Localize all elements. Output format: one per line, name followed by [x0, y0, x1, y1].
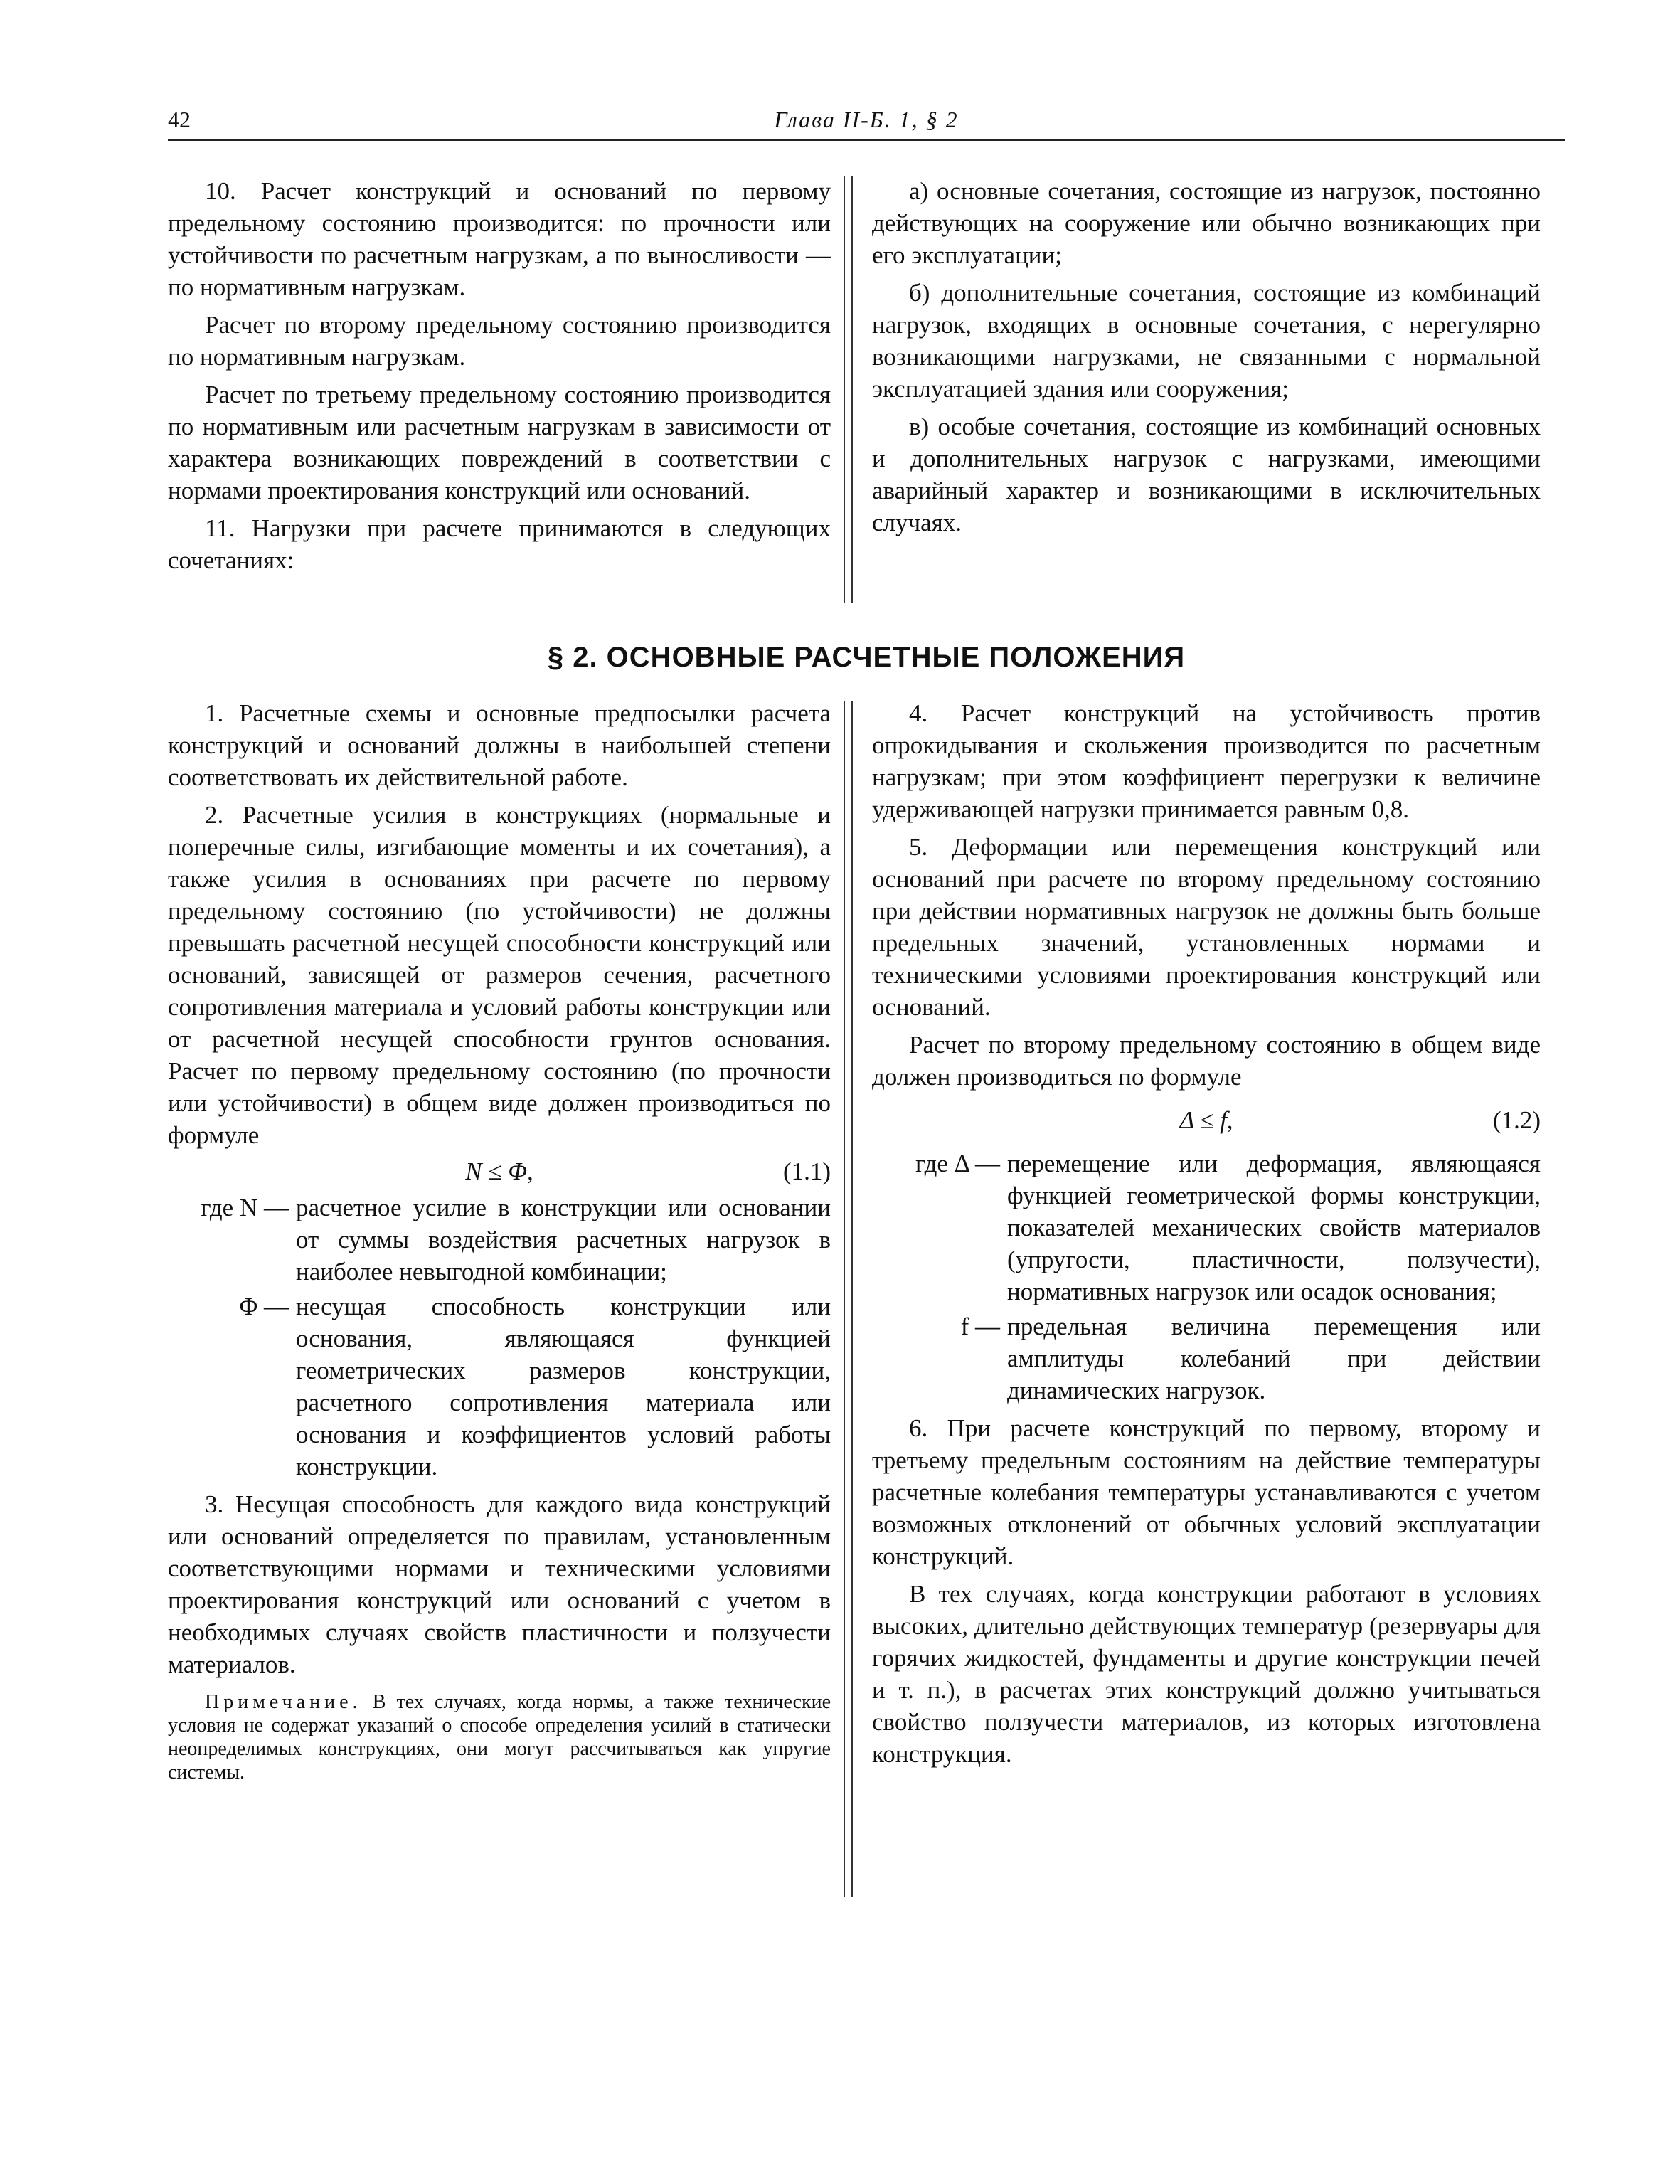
top-right-column	[872, 175, 1541, 539]
formula-expression: N ≤ Φ,	[465, 1157, 533, 1185]
definition-item	[168, 1192, 831, 1288]
paragraph: Расчет по третьему предельному состоянию производится по нормативным или расчетным нагрузкам в зависимости от характера возникающих повреждений в соответствии с нормами проектирования конструкций или оснований.	[168, 381, 831, 504]
paragraph: 2. Расчетные усилия в конструкциях (нормальные и поперечные силы, изгибающие моменты и их сочетания), а также усилия в основаниях при расчете по первому предельному состоянию (по устойчивости) не должны превышать расчетной несущей способности конструкций или оснований, зависящей от размеров сечения, расчетного сопротивления материала и условий работы конструкции или от расчетной несущей способности грунтов основания. Расчет по первому предельному состоянию (по прочности или устойчивости) в общем виде должен производиться по формуле	[168, 801, 831, 1149]
definition-item	[872, 1310, 1541, 1406]
paragraph: 6. При расчете конструкций по первому, второму и третьему предельным состояниям на действие температуры расчетные колебания температуры устанавливаются с учетом возможных отклонений от обычных условий эксплуатации конструкций.	[872, 1414, 1541, 1570]
paragraph: В тех случаях, когда конструкции работают в условиях высоких, длительно действующих температур (резервуары для горячих жидкостей, фундаменты и другие конструкции печей и т. п.), в расчетах этих конструкций должно учитываться свойство ползучести материалов, из которых изготовлена конструкция.	[872, 1580, 1541, 1768]
top-left-column	[168, 175, 831, 576]
paragraph: 10. Расчет конструкций и оснований по первому предельному состоянию производится: по прочности или устойчивости по расчетным нагрузкам, а по выносливости — по нормативным нагрузкам.	[168, 177, 831, 301]
paragraph: а) основные сочетания, состоящие из нагрузок, постоянно действующих на сооружение или обычно возникающих при его эксплуатации;	[872, 177, 1541, 269]
paragraph: 4. Расчет конструкций на устойчивость против опрокидывания и скольжения производится по расчетным нагрузкам; при этом коэффициент перегрузки к величине удерживающей нагрузки принимается равным 0,8.	[872, 699, 1541, 823]
paragraph: 11. Нагрузки при расчете принимаются в следующих сочетаниях:	[168, 514, 831, 574]
formula-1-2	[872, 1104, 1541, 1136]
paragraph: 3. Несущая способность для каждого вида конструкций или оснований определяется по правилам, установленным соответствующими нормами и техническими условиями проектирования конструкций или оснований с учетом в необходимых случаях свойств пластичности и ползучести материалов.	[168, 1490, 831, 1678]
note-label: Примечание.	[205, 1691, 362, 1713]
paragraph: Расчет по второму предельному состоянию производится по нормативным нагрузкам.	[168, 311, 831, 371]
paragraph: в) особые сочетания, состоящие из комбинаций основных и дополнительных нагрузок с нагрузками, имеющими аварийный характер и возникающими в исключительных случаях.	[872, 413, 1541, 536]
definition-text: предельная величина перемещения или амплитуды колебаний при действии динамических нагрузок.	[1007, 1313, 1541, 1404]
page-header	[168, 107, 1565, 141]
definition-item	[168, 1290, 831, 1483]
definition-label: Φ —	[239, 1293, 289, 1320]
formula-1-1	[168, 1155, 831, 1187]
column-divider	[844, 176, 853, 603]
paragraph: б) дополнительные сочетания, состоящие из комбинаций нагрузок, входящих в основные сочетания, с нерегулярно возникающими нагрузками, не связанными с нормальной эксплуатацией здания или сооружения;	[872, 279, 1541, 403]
page-number: 42	[168, 107, 191, 132]
right-column	[872, 697, 1541, 1770]
paragraph: 1. Расчетные схемы и основные предпосылки расчета конструкций и оснований должны в наибольшей степени соответствовать их действительной работе.	[168, 699, 831, 791]
definition-label: f —	[960, 1313, 1000, 1340]
left-column	[168, 697, 831, 1784]
column-divider	[844, 701, 853, 1897]
formula-expression: Δ ≤ f,	[1179, 1106, 1233, 1134]
definition-text: несущая способность конструкции или основания, являющаяся функцией геометрических размеров конструкции, расчетного сопротивления материала или основания и коэффициентов условий работы конструкции.	[296, 1293, 831, 1480]
definition-label: где N —	[201, 1194, 289, 1221]
definition-text: расчетное усилие в конструкции или основании от суммы воздействия расчетных нагрузок в наиболее невыгодной комбинации;	[296, 1194, 831, 1286]
definition-text: перемещение или деформация, являющаяся функцией геометрической формы конструкции, показателей механических свойств материалов (упругости, пластичности, ползучести), нормативных нагрузок или осадок основания;	[1007, 1150, 1541, 1305]
formula-number: (1.1)	[782, 1157, 831, 1185]
paragraph: 5. Деформации или перемещения конструкций или оснований при расчете по второму предельному состоянию при действии нормативных нагрузок не должны быть больше предельных значений, установленных нормами и техническими условиями проектирования конструкций или оснований.	[872, 833, 1541, 1021]
definition-label: где Δ —	[915, 1150, 1000, 1177]
formula-number: (1.2)	[1492, 1106, 1541, 1134]
chapter-title: Глава II-Б. 1, § 2	[774, 107, 959, 132]
paragraph: Расчет по второму предельному состоянию в общем виде должен производиться по формуле	[872, 1031, 1541, 1091]
section-heading: § 2. ОСНОВНЫЕ РАСЧЕТНЫЕ ПОЛОЖЕНИЯ	[547, 642, 1186, 673]
definition-item	[872, 1147, 1541, 1308]
note	[168, 1690, 831, 1784]
note-text: В тех случаях, когда нормы, а также технические условия не содержат указаний о способе определения усилий в статически неопределимых конструкциях, они могут рассчитываться как упругие системы.	[168, 1691, 831, 1783]
